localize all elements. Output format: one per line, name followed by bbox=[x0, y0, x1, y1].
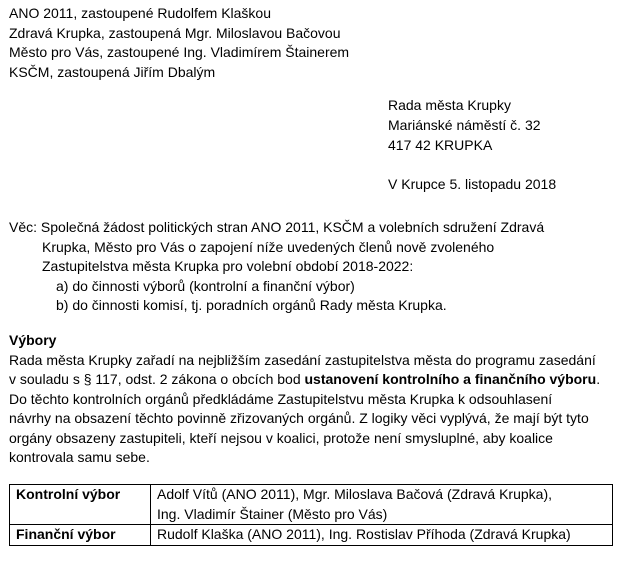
sender-line: KSČM, zastoupená Jiřím Dbalým bbox=[9, 63, 216, 80]
paragraph-text: v souladu s § 117, odst. 2 zákona o obcích bod bbox=[9, 371, 305, 387]
subject-line: Krupka, Město pro Vás o zapojení níže uvedených členů nově zvoleného bbox=[42, 238, 495, 255]
recipient-line: Mariánské náměstí č. 32 bbox=[388, 117, 541, 133]
subject-line: Věc: Společná žádost politických stran ANO 2011, KSČM a volebních sdružení Zdravá bbox=[9, 219, 545, 235]
subject-item-b: b) do činnosti komisí, tj. poradních orgánů Rady města Krupka. bbox=[56, 297, 447, 313]
committee-name: Kontrolní výbor bbox=[10, 485, 151, 525]
paragraph-line: návrhy na obsazení těchto povinně zřizovaných orgánů. Z logiky věci vyplývá, že mají být tyto bbox=[9, 410, 589, 426]
committee-members bbox=[151, 485, 613, 525]
paragraph-line: Do těchto kontrolních orgánů předkládáme Zastupitelstvu města Krupka k odsouhlasení bbox=[9, 390, 553, 407]
committees-section bbox=[9, 331, 600, 468]
paragraph-text: . bbox=[596, 371, 601, 387]
sender-line: Město pro Vás, zastoupené Ing. Vladimírem Štainerem bbox=[9, 44, 350, 60]
paragraph-line: Rada města Krupky zařadí na nejbližším zasedání zastupitelstva města do programu zasedání bbox=[9, 351, 596, 368]
sender-line: Zdravá Krupka, zastoupená Mgr. Miloslavou Bačovou bbox=[9, 24, 341, 41]
subject-block bbox=[9, 218, 544, 316]
committee-members bbox=[151, 525, 613, 546]
letter-date: V Krupce 5. listopadu 2018 bbox=[388, 176, 557, 192]
members-line: Ing. Vladimír Štainer (Město pro Vás) bbox=[157, 505, 388, 522]
paragraph-line: kontrovala samu sebe. bbox=[9, 449, 150, 465]
subject-line: Zastupitelstva města Krupka pro volební období 2018-2022: bbox=[42, 258, 414, 274]
paragraph-line: orgány obsazeny zastupiteli, kteří nejsou v koalici, protože není smysluplné, aby koalice bbox=[9, 429, 553, 446]
subject-item-a: a) do činnosti výborů (kontrolní a finanční výbor) bbox=[56, 277, 355, 294]
sender-block bbox=[9, 4, 349, 82]
table-row bbox=[10, 525, 613, 546]
members-line: Adolf Vítů (ANO 2011), Mgr. Miloslava Bačová (Zdravá Krupka), bbox=[157, 486, 553, 502]
recipient-line: Rada města Krupky bbox=[388, 97, 511, 113]
paragraph-line bbox=[9, 370, 600, 390]
committee-table bbox=[9, 484, 613, 546]
recipient-line: 417 42 KRUPKA bbox=[388, 137, 493, 153]
paragraph-emphasis: ustanovení kontrolního a finančního výboru bbox=[304, 371, 597, 387]
recipient-address bbox=[388, 96, 541, 156]
section-heading: Výbory bbox=[9, 332, 57, 348]
committee-name: Finanční výbor bbox=[10, 525, 151, 546]
members-line: Rudolf Klaška (ANO 2011), Ing. Rostislav Příhoda (Zdravá Krupka) bbox=[157, 526, 571, 542]
table-row bbox=[10, 485, 613, 525]
sender-line: ANO 2011, zastoupené Rudolfem Klaškou bbox=[9, 5, 272, 21]
